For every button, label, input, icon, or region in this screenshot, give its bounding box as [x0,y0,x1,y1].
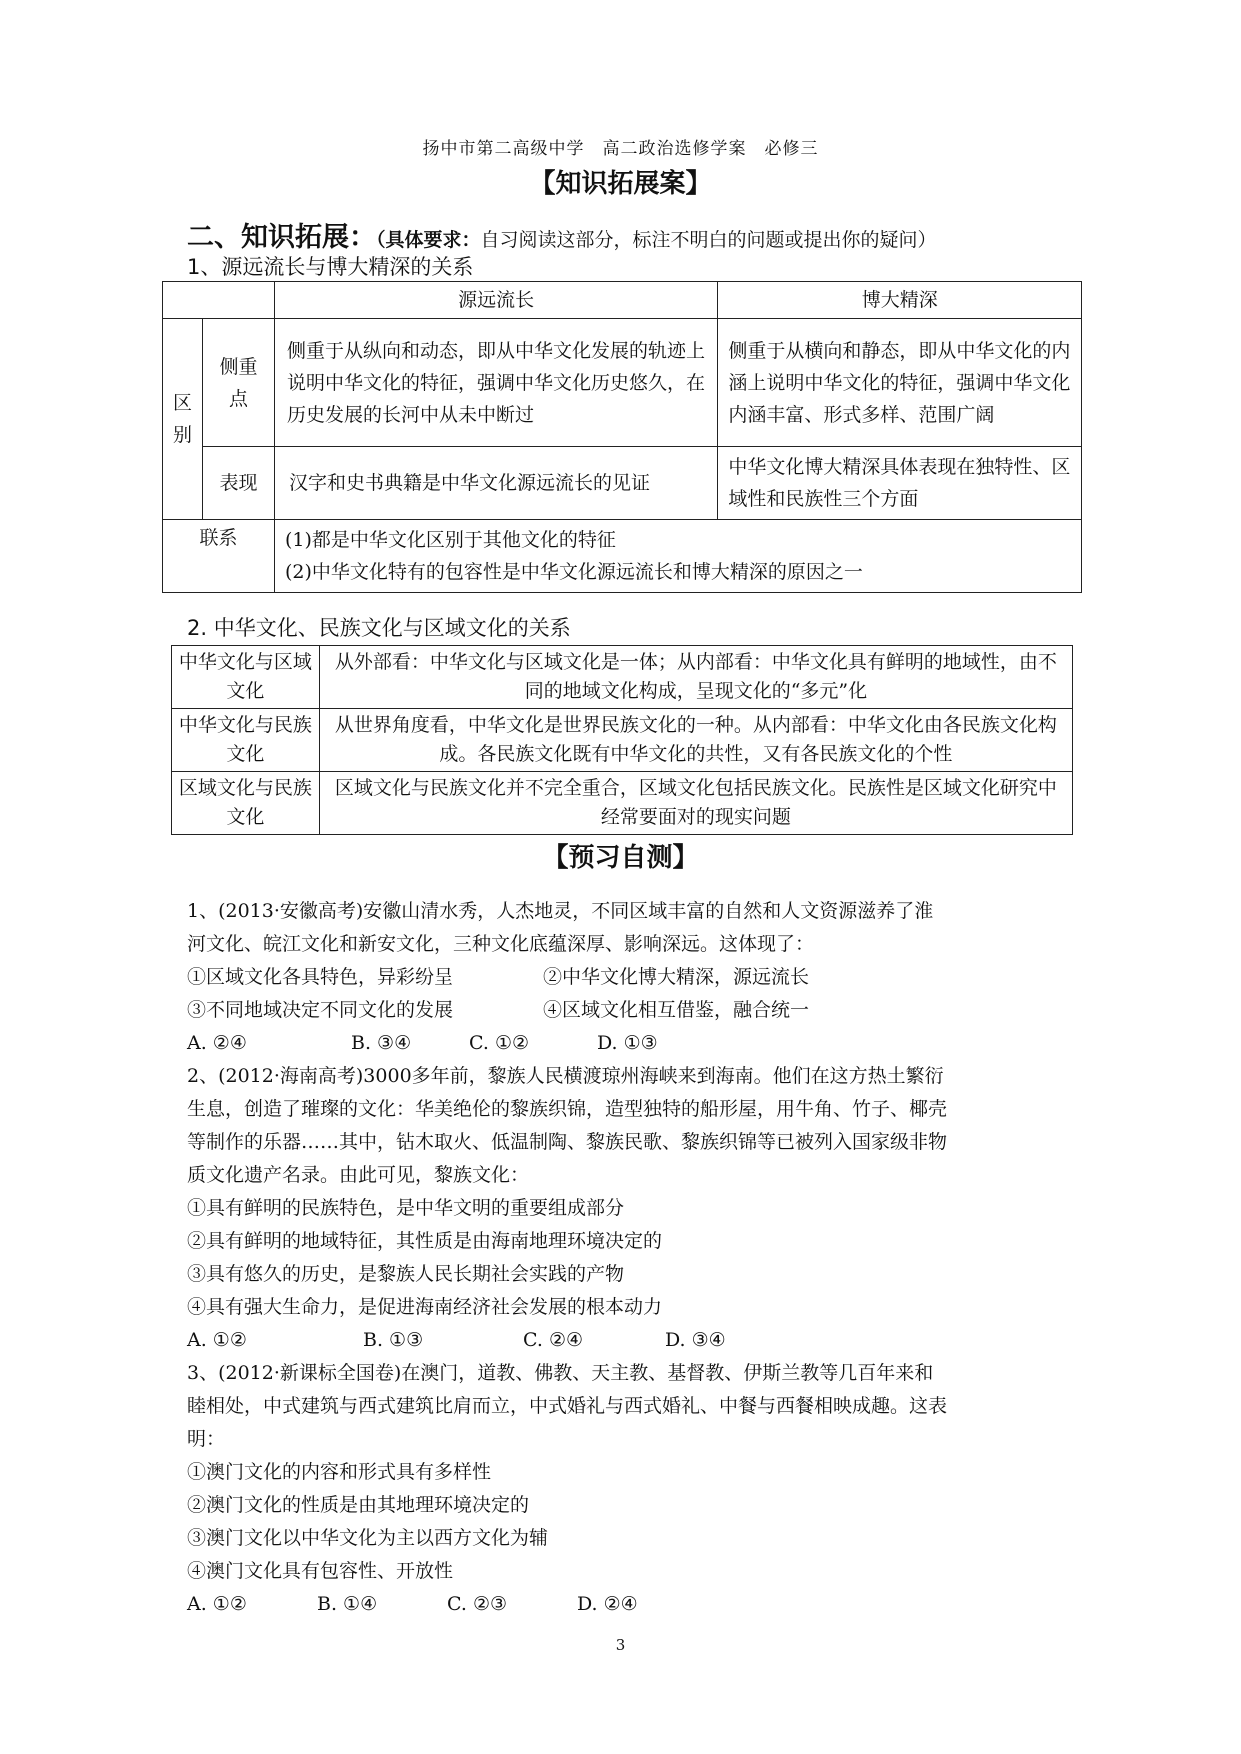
title-preview-test: 【预习自测】 [542,843,699,873]
table1-header-col1: 源远流长 [274,282,717,319]
question-1-item: ②中华文化博大精深，源远流长 [543,966,810,988]
question-3-line: 睦相处，中式建筑与西式建筑比肩而立，中式婚礼与西式婚礼、中餐与西餐相映成趣。这表 [187,1395,948,1417]
table1-focus-b: 侧重于从横向和静态，即从中华文化的内涵上说明中华文化的特征，强调中华文化内涵丰富、形式多样、范围广阔 [718,319,1082,447]
question-2-line: 等制作的乐器……其中，钻木取火、低温制陶、黎族民歌、黎族织锦等已被列入国家级非物 [187,1131,948,1153]
answer-option: B. ③④ [351,1032,412,1054]
question-3-item: ④澳门文化具有包容性、开放性 [187,1560,454,1582]
question-list [187,895,1067,1621]
table2-text: 从外部看：中华文化与区域文化是一体；从内部看：中华文化具有鲜明的地域性，由不同的地域文化构成，呈现文化的“多元”化 [319,646,1072,709]
answer-option: A. ②④ [187,1032,247,1054]
table2-label: 中华文化与民族文化 [172,709,320,772]
question-2-line: 生息，创造了璀璨的文化：华美绝伦的黎族织锦，造型独特的船形屋，用牛角、竹子、椰壳 [187,1098,948,1120]
table1-focus-label: 侧重点 [202,319,274,447]
question-1-line: 1、(2013·安徽高考)安徽山清水秀，人杰地灵，不同区域丰富的自然和人文资源滋养了淮 [187,900,934,922]
question-1-items [187,961,1067,994]
question-1-items [187,994,1067,1027]
table1-header-col2: 博大精深 [718,282,1082,319]
question-1-item: ④区域文化相互借鉴，融合统一 [543,999,810,1021]
question-2-options [187,1324,1067,1357]
question-2-line: 2、(2012·海南高考)3000多年前，黎族人民横渡琼州海峡来到海南。他们在这方热土繁衍 [187,1065,944,1087]
requirement-label: （具体要求： [376,229,481,251]
question-3-item: ③澳门文化以中华文化为主以西方文化为辅 [187,1527,549,1549]
table1-link-cell [274,520,1081,593]
question-3-options [187,1588,1067,1621]
question-1-options [187,1027,1067,1060]
table1-corner [163,282,275,319]
table1-focus-a: 侧重于从纵向和动态，即从中华文化发展的轨迹上说明中华文化的特征，强调中华文化历史悠久，在历史发展的长河中从未中断过 [274,319,717,447]
answer-option: B. ①④ [317,1593,378,1615]
section-title: 二、知识拓展： [187,222,376,253]
table1-link-item-2: (2)中华文化特有的包容性是中华文化源远流长和博大精深的原因之一 [284,561,863,583]
question-2-item: ①具有鲜明的民族特色，是中华文明的重要组成部分 [187,1197,625,1219]
answer-option: A. ①② [187,1593,247,1615]
answer-option: D. ①③ [597,1032,658,1054]
page-header: 扬中市第二高级中学 高二政治选修学案 必修三 [422,139,819,159]
answer-option: C. ②③ [447,1593,508,1615]
question-3-line: 明： [187,1428,226,1450]
question-2-line: 质文化遗产名录。由此可见，黎族文化： [187,1164,530,1186]
answer-option: B. ①③ [363,1329,424,1351]
question-1-item: ①区域文化各具特色，异彩纷呈 [187,966,454,988]
answer-option: C. ①② [469,1032,530,1054]
table1-link-item-1: (1)都是中华文化区别于其他文化的特征 [284,529,616,551]
answer-option: A. ①② [187,1329,247,1351]
subheading-1: 1、源远流长与博大精深的关系 [187,255,474,279]
table2-text: 区域文化与民族文化并不完全重合，区域文化包括民族文化。民族性是区域文化研究中经常要面对的现实问题 [319,772,1072,835]
table2-label: 中华文化与区域文化 [172,646,320,709]
table1-link-label: 联系 [163,520,275,593]
table1-show-b: 中华文化博大精深具体表现在独特性、区域性和民族性三个方面 [718,447,1082,520]
table1-show-label: 表现 [202,447,274,520]
requirement-text: 自习阅读这部分，标注不明白的问题或提出你的疑问） [480,229,937,251]
question-2-item: ②具有鲜明的地域特征，其性质是由海南地理环境决定的 [187,1230,663,1252]
subheading-2: 2. 中华文化、民族文化与区域文化的关系 [187,616,571,640]
table2-text: 从世界角度看，中华文化是世界民族文化的一种。从内部看：中华文化由各民族文化构成。各民族文化既有中华文化的共性，又有各民族文化的个性 [319,709,1072,772]
title-knowledge-extension: 【知识拓展案】 [529,169,712,199]
table1-diff-label: 区别 [163,319,203,520]
question-2-item: ④具有强大生命力，是促进海南经济社会发展的根本动力 [187,1296,663,1318]
relation-table-1 [162,281,1082,593]
page-number: 3 [615,1636,626,1654]
question-3-line: 3、(2012·新课标全国卷)在澳门，道教、佛教、天主教、基督教、伊斯兰教等几百年来和 [187,1362,934,1384]
answer-option: D. ②④ [577,1593,638,1615]
answer-option: D. ③④ [665,1329,726,1351]
question-1-line: 河文化、皖江文化和新安文化，三种文化底蕴深厚、影响深远。这体现了： [187,933,815,955]
answer-option: C. ②④ [523,1329,584,1351]
table2-label: 区域文化与民族文化 [172,772,320,835]
question-3-item: ②澳门文化的性质是由其地理环境决定的 [187,1494,530,1516]
table1-show-a: 汉字和史书典籍是中华文化源远流长的见证 [274,447,717,520]
question-3-item: ①澳门文化的内容和形式具有多样性 [187,1461,492,1483]
question-1-item: ③不同地域决定不同文化的发展 [187,999,454,1021]
question-2-item: ③具有悠久的历史，是黎族人民长期社会实践的产物 [187,1263,625,1285]
section-heading [187,215,937,254]
relation-table-2 [171,645,1073,835]
